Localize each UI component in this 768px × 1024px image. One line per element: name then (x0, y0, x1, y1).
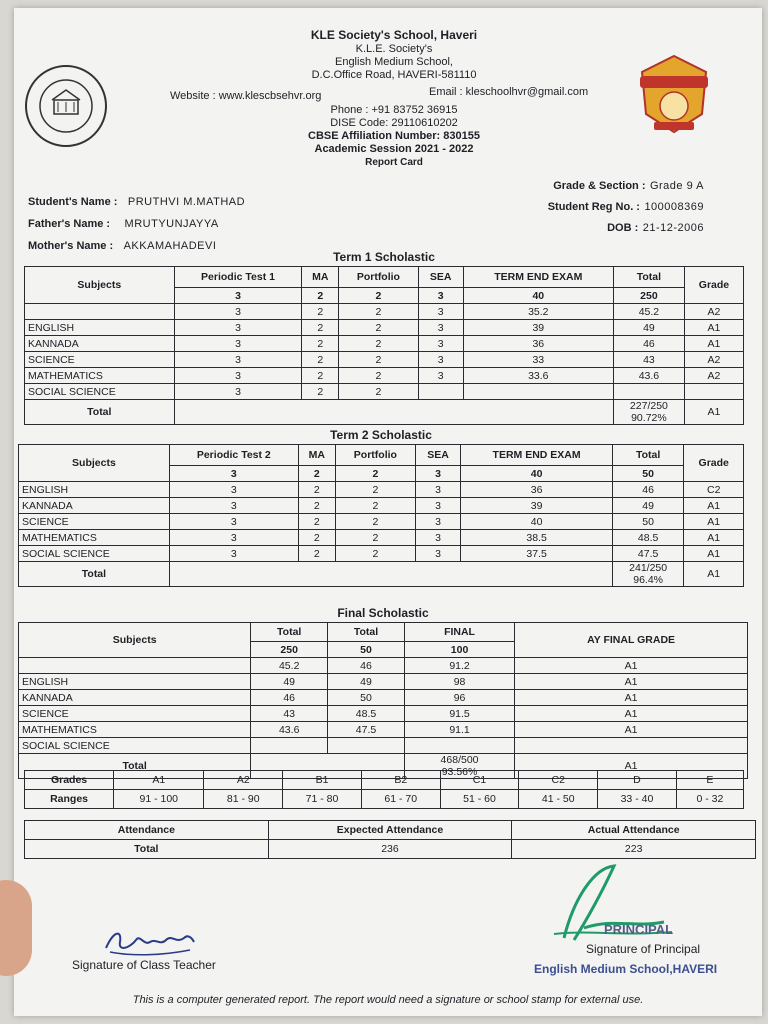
score-cell: 2 (335, 514, 415, 530)
grades-table (24, 770, 744, 809)
subject-name: SOCIAL SCIENCE (19, 546, 170, 562)
score-cell: 43.6 (613, 368, 684, 384)
column-header: Subjects (19, 445, 170, 482)
subject-name: MATHEMATICS (25, 368, 175, 384)
column-header: SEA (418, 267, 463, 288)
score-cell: 3 (418, 336, 463, 352)
score-cell (404, 738, 514, 754)
school-affiliation: CBSE Affiliation Number: 830155 (308, 130, 480, 142)
grand-total-percent: 93.56% (441, 766, 478, 778)
score-cell: 35.2 (463, 304, 613, 320)
grade-range: 61 - 70 (361, 790, 440, 809)
column-header: Subjects (25, 267, 175, 304)
score-cell (613, 384, 684, 400)
score-cell: 2 (335, 546, 415, 562)
teacher-signature-label: Signature of Class Teacher (72, 958, 216, 972)
grade-letter: B1 (283, 771, 362, 790)
score-cell: 2 (302, 320, 339, 336)
subject-name: SCIENCE (19, 706, 251, 722)
grade-letter: A2 (204, 771, 283, 790)
max-marks-cell: 250 (613, 288, 684, 304)
max-marks-cell: 50 (328, 642, 405, 658)
score-cell: 3 (174, 304, 302, 320)
score-cell: A1 (684, 320, 743, 336)
thumb (0, 880, 32, 976)
table-row (19, 706, 748, 722)
subject-name: SOCIAL SCIENCE (25, 384, 175, 400)
subject-name: ENGLISH (19, 674, 251, 690)
max-marks-cell: 2 (335, 466, 415, 482)
teacher-signature (100, 922, 200, 958)
score-cell: 2 (302, 384, 339, 400)
score-cell: 48.5 (328, 706, 405, 722)
reg-no: 100008369 (644, 201, 704, 213)
score-cell: 49 (612, 498, 684, 514)
score-cell: 3 (174, 320, 302, 336)
score-cell (684, 384, 743, 400)
score-cell: 3 (174, 368, 302, 384)
grand-total-grade: A1 (515, 754, 748, 779)
table-row (19, 674, 748, 690)
table-row (19, 482, 744, 498)
expected-attendance: 236 (268, 840, 512, 859)
score-cell: 2 (339, 320, 418, 336)
grade-range: 51 - 60 (440, 790, 519, 809)
score-cell: 3 (169, 530, 298, 546)
score-cell (418, 384, 463, 400)
score-cell: A2 (684, 304, 743, 320)
score-cell (463, 384, 613, 400)
score-cell (251, 738, 328, 754)
total-spacer (169, 562, 612, 587)
column-header: TERM END EXAM (461, 445, 612, 466)
father-name: MRUTYUNJAYYA (124, 218, 219, 230)
score-cell: 3 (418, 352, 463, 368)
grand-total (613, 400, 684, 425)
subject-name: MATHEMATICS (19, 530, 170, 546)
score-cell: 38.5 (461, 530, 612, 546)
score-cell: A1 (515, 674, 748, 690)
subject-name: ENGLISH (25, 320, 175, 336)
principal-school-stamp: English Medium School,HAVERI (534, 962, 718, 976)
column-header: FINAL (404, 623, 514, 642)
max-marks-cell: 50 (612, 466, 684, 482)
table-row (25, 336, 744, 352)
score-cell: A1 (684, 336, 743, 352)
column-header: Portfolio (335, 445, 415, 466)
score-cell: 3 (174, 384, 302, 400)
score-cell: 40 (461, 514, 612, 530)
score-cell: C2 (684, 482, 744, 498)
table-row (19, 722, 748, 738)
score-cell: 3 (169, 482, 298, 498)
max-marks-cell: 3 (415, 466, 461, 482)
score-cell: 33 (463, 352, 613, 368)
score-cell: 49 (613, 320, 684, 336)
total-label: Total (25, 400, 175, 425)
score-cell: 49 (328, 674, 405, 690)
column-header: MA (298, 445, 335, 466)
score-cell: 2 (339, 384, 418, 400)
final-title: Final Scholastic (337, 606, 429, 620)
grades-label: Grades (25, 771, 114, 790)
score-cell: 3 (415, 530, 461, 546)
score-cell: 3 (415, 482, 461, 498)
table-row (19, 498, 744, 514)
grand-total-percent: 96.4% (633, 574, 664, 586)
score-cell (328, 738, 405, 754)
school-website: Website : www.klescbsehvr.org (170, 90, 322, 102)
grade-section-label: Grade & Section : (553, 180, 646, 192)
score-cell: 2 (302, 336, 339, 352)
grand-total-grade: A1 (684, 562, 744, 587)
max-marks-cell: 100 (404, 642, 514, 658)
kle-logo (632, 52, 716, 136)
max-marks-cell: 3 (169, 466, 298, 482)
score-cell: 46 (613, 336, 684, 352)
table-row (19, 690, 748, 706)
score-cell: 2 (302, 304, 339, 320)
grade-range: 71 - 80 (283, 790, 362, 809)
max-marks-cell: 2 (339, 288, 418, 304)
subject-name: SCIENCE (19, 514, 170, 530)
score-cell: 3 (415, 498, 461, 514)
score-cell: 3 (169, 498, 298, 514)
score-cell: 47.5 (612, 546, 684, 562)
grand-total-value: 227/250 (629, 400, 668, 412)
max-marks-cell: 40 (461, 466, 612, 482)
score-cell: 2 (339, 336, 418, 352)
column-header: Grade (684, 267, 743, 304)
score-cell: 50 (328, 690, 405, 706)
grand-total-value: 468/500 (440, 754, 479, 766)
column-header: Total (251, 623, 328, 642)
score-cell: A1 (515, 722, 748, 738)
max-marks-cell: 3 (174, 288, 302, 304)
grade-range: 41 - 50 (519, 790, 598, 809)
subject-name (19, 658, 251, 674)
score-cell: 46 (328, 658, 405, 674)
school-phone: Phone : +91 83752 36915 (330, 104, 458, 116)
score-cell: 33.6 (463, 368, 613, 384)
score-cell (515, 738, 748, 754)
report-card-page (14, 8, 762, 1016)
principal-stamp: PRINCIPAL (604, 922, 674, 937)
score-cell: 47.5 (328, 722, 405, 738)
student-name-label: Student's Name : (28, 196, 118, 208)
score-cell: 2 (339, 304, 418, 320)
score-cell: 46 (612, 482, 684, 498)
table-row (25, 352, 744, 368)
grand-total-percent: 90.72% (631, 412, 667, 424)
score-cell: A1 (515, 690, 748, 706)
score-cell: 2 (339, 368, 418, 384)
score-cell: A1 (684, 546, 744, 562)
grade-range: 81 - 90 (204, 790, 283, 809)
document-title: Report Card (365, 157, 423, 168)
column-header: TERM END EXAM (463, 267, 613, 288)
score-cell: 46 (251, 690, 328, 706)
score-cell: 36 (463, 336, 613, 352)
table-row (19, 658, 748, 674)
ranges-label: Ranges (25, 790, 114, 809)
attendance-total-label: Total (25, 840, 269, 859)
score-cell: A2 (684, 352, 743, 368)
father-name-label: Father's Name : (28, 218, 111, 230)
grade-section: Grade 9 A (649, 180, 704, 192)
total-label: Total (19, 562, 170, 587)
column-header: Portfolio (339, 267, 418, 288)
table-row (25, 320, 744, 336)
column-header: Total (328, 623, 405, 642)
score-cell: 43.6 (251, 722, 328, 738)
score-cell: 2 (298, 546, 335, 562)
score-cell: 3 (169, 546, 298, 562)
score-cell: 3 (415, 514, 461, 530)
score-cell: A1 (515, 658, 748, 674)
max-marks-cell: 250 (251, 642, 328, 658)
score-cell: 2 (302, 352, 339, 368)
grade-range: 33 - 40 (598, 790, 677, 809)
actual-attendance-label: Actual Attendance (512, 821, 756, 840)
score-cell: 3 (418, 320, 463, 336)
score-cell: 2 (298, 530, 335, 546)
score-cell: 39 (463, 320, 613, 336)
score-cell: 3 (415, 546, 461, 562)
grade-letter: A1 (114, 771, 204, 790)
score-cell: 2 (298, 498, 335, 514)
final-table (18, 622, 748, 779)
score-cell: A1 (684, 530, 744, 546)
school-society: K.L.E. Society's (355, 43, 433, 55)
term1-table (24, 266, 744, 425)
column-header: Total (612, 445, 684, 466)
grade-letter: E (676, 771, 743, 790)
academic-session: Academic Session 2021 - 2022 (314, 143, 474, 155)
table-row (25, 368, 744, 384)
mother-name: AKKAMAHADEVI (123, 240, 217, 252)
score-cell: 91.2 (404, 658, 514, 674)
grade-range: 91 - 100 (114, 790, 204, 809)
score-cell: 2 (335, 530, 415, 546)
grand-total-grade: A1 (684, 400, 743, 425)
score-cell: A1 (684, 514, 744, 530)
footer-note: This is a computer generated report. The report would need a signature or school stamp for external use. (132, 994, 644, 1006)
subject-name (25, 304, 175, 320)
reg-no-label: Student Reg No. : (547, 201, 640, 213)
score-cell: 91.5 (404, 706, 514, 722)
score-cell: A1 (684, 498, 744, 514)
score-cell: 3 (169, 514, 298, 530)
term2-title: Term 2 Scholastic (330, 428, 432, 442)
table-row (19, 530, 744, 546)
max-marks-cell: 2 (302, 288, 339, 304)
subject-name: KANNADA (19, 498, 170, 514)
score-cell: 36 (461, 482, 612, 498)
column-header: AY FINAL GRADE (515, 623, 748, 658)
score-cell: 45.2 (251, 658, 328, 674)
score-cell: A2 (684, 368, 743, 384)
table-row (19, 546, 744, 562)
subject-name: MATHEMATICS (19, 722, 251, 738)
max-marks-cell: 2 (298, 466, 335, 482)
column-header: Total (613, 267, 684, 288)
grand-total (612, 562, 684, 587)
score-cell: 98 (404, 674, 514, 690)
score-cell: 43 (251, 706, 328, 722)
grade-letter: C1 (440, 771, 519, 790)
column-header: Periodic Test 1 (174, 267, 302, 288)
max-marks-cell: 40 (463, 288, 613, 304)
column-header: Periodic Test 2 (169, 445, 298, 466)
cbse-logo (24, 64, 108, 148)
total-label: Total (19, 754, 251, 779)
attendance-label: Attendance (25, 821, 269, 840)
score-cell: 2 (302, 368, 339, 384)
attendance-table (24, 820, 756, 859)
max-marks-cell: 3 (418, 288, 463, 304)
score-cell: 2 (335, 482, 415, 498)
grade-letter: B2 (361, 771, 440, 790)
school-dise: DISE Code: 29110610202 (330, 117, 458, 129)
score-cell: A1 (515, 706, 748, 722)
principal-signature-label: Signature of Principal (586, 942, 701, 956)
subject-name: KANNADA (25, 336, 175, 352)
grade-letter: C2 (519, 771, 598, 790)
score-cell: 49 (251, 674, 328, 690)
score-cell: 39 (461, 498, 612, 514)
student-name: PRUTHVI M.MATHAD (127, 196, 246, 208)
score-cell: 2 (335, 498, 415, 514)
score-cell: 2 (298, 482, 335, 498)
score-cell: 50 (612, 514, 684, 530)
term1-title: Term 1 Scholastic (333, 250, 435, 264)
subject-name: SOCIAL SCIENCE (19, 738, 251, 754)
school-name: KLE Society's School, Haveri (310, 28, 478, 42)
score-cell: 48.5 (612, 530, 684, 546)
total-spacer (174, 400, 613, 425)
score-cell: 2 (298, 514, 335, 530)
subject-name: SCIENCE (25, 352, 175, 368)
dob-label: DOB : (607, 222, 639, 234)
score-cell: 45.2 (613, 304, 684, 320)
score-cell: 37.5 (461, 546, 612, 562)
score-cell: 3 (174, 352, 302, 368)
mother-name-label: Mother's Name : (28, 240, 114, 252)
school-address: D.C.Office Road, HAVERI-581110 (311, 69, 477, 81)
score-cell: 96 (404, 690, 514, 706)
table-row (19, 514, 744, 530)
term2-table (18, 444, 744, 587)
school-medium: English Medium School, (334, 56, 453, 68)
subject-name: KANNADA (19, 690, 251, 706)
table-row (25, 304, 744, 320)
column-header: Subjects (19, 623, 251, 658)
score-cell: 3 (174, 336, 302, 352)
score-cell: 3 (418, 368, 463, 384)
score-cell: 2 (339, 352, 418, 368)
grade-range: 0 - 32 (676, 790, 743, 809)
column-header: Grade (684, 445, 744, 482)
school-email: Email : kleschoolhvr@gmail.com (429, 86, 589, 98)
score-cell: 43 (613, 352, 684, 368)
subject-name: ENGLISH (19, 482, 170, 498)
grade-letter: D (598, 771, 677, 790)
table-row (19, 738, 748, 754)
column-header: MA (302, 267, 339, 288)
expected-attendance-label: Expected Attendance (268, 821, 512, 840)
score-cell: 3 (418, 304, 463, 320)
column-header: SEA (415, 445, 461, 466)
dob: 21-12-2006 (642, 222, 704, 234)
actual-attendance: 223 (512, 840, 756, 859)
grand-total-value: 241/250 (629, 562, 668, 574)
score-cell: 91.1 (404, 722, 514, 738)
table-row (25, 384, 744, 400)
